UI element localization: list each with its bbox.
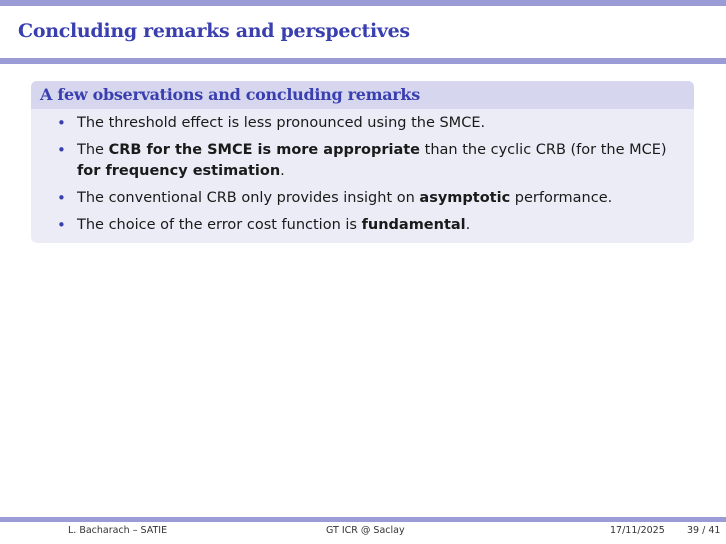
- bullet-icon: •: [57, 141, 66, 159]
- footer-event: GT ICR @ Saclay: [326, 525, 405, 536]
- item-text: [77, 115, 485, 131]
- item-segment: The threshold effect is less pronounced using the SMCE.: [77, 115, 486, 131]
- item-text: [77, 217, 470, 233]
- item-emphasis: fundamental: [361, 217, 466, 233]
- item-text: [77, 142, 667, 179]
- item-segment: .: [280, 163, 285, 179]
- bullet-icon: •: [57, 216, 66, 234]
- footer-date: 17/11/2025: [610, 525, 665, 536]
- list-item: [57, 140, 674, 182]
- list-item: [57, 188, 674, 209]
- slide-title: Concluding remarks and perspectives: [18, 20, 410, 42]
- block-title: A few observations and concluding remarks: [31, 81, 694, 109]
- item-segment: .: [465, 217, 471, 233]
- item-segment: The: [77, 142, 109, 158]
- item-segment: The conventional CRB only provides insight on: [77, 190, 420, 206]
- item-segment: than the cyclic CRB (for the MCE): [420, 142, 667, 158]
- footer-author: L. Bacharach – SATIE: [68, 525, 168, 536]
- remarks-block: [31, 81, 694, 243]
- bullet-icon: •: [57, 189, 66, 207]
- bullet-icon: •: [57, 114, 66, 132]
- footer: [0, 522, 726, 544]
- list-item: [57, 113, 674, 134]
- item-text: [77, 190, 612, 206]
- list-item: [57, 215, 674, 236]
- item-emphasis: for frequency estimation: [77, 163, 281, 179]
- item-emphasis: asymptotic: [419, 190, 511, 206]
- footer-page-number: 39 / 41: [687, 525, 721, 536]
- title-rule: [0, 58, 726, 64]
- item-segment: performance.: [510, 190, 613, 206]
- item-segment: The choice of the error cost function is: [77, 217, 362, 233]
- top-rule: [0, 0, 726, 6]
- block-body: [31, 109, 694, 236]
- item-emphasis: CRB for the SMCE is more appropriate: [108, 142, 421, 158]
